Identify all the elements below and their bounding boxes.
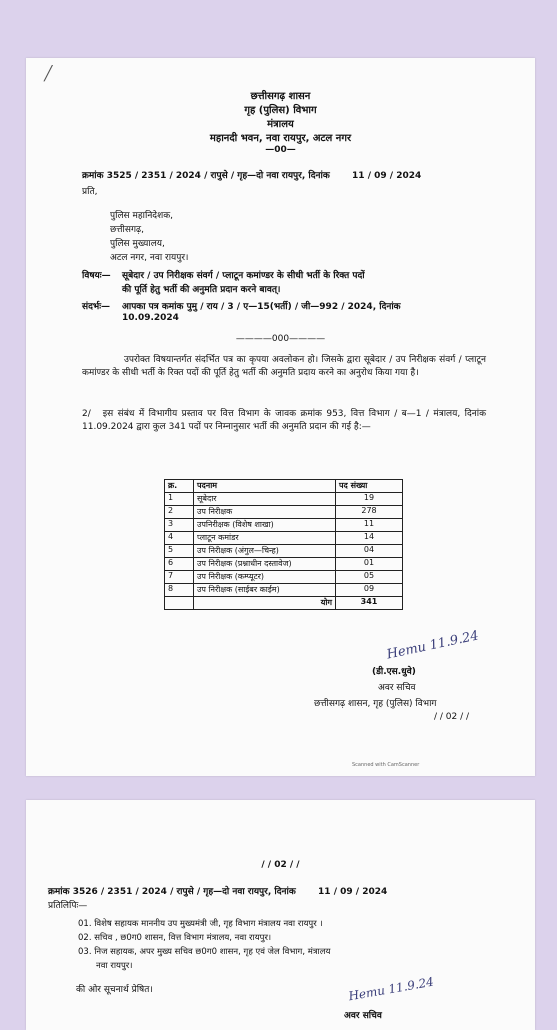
ref-line bbox=[48, 884, 387, 897]
scanner-watermark: Scanned with CamScanner bbox=[352, 762, 420, 768]
reference-line-1: आपका पत्र कमांक पुमु / राय / 3 / ए—15(भर्ती) / जी—992 / 2024, दिनांक bbox=[122, 302, 401, 312]
table-row bbox=[165, 584, 403, 597]
ref-label: क्रमांक bbox=[82, 171, 104, 181]
header-govt: छत्तीसगढ़ शासन bbox=[250, 91, 311, 102]
table-cell: 05 bbox=[336, 571, 403, 584]
table-cell: 3 bbox=[165, 519, 194, 532]
address-line: अटल नगर, नवा रायपुर। bbox=[110, 253, 189, 263]
paragraph-1 bbox=[82, 354, 486, 380]
letter-page-1 bbox=[26, 58, 535, 776]
table-cell: उप निरीक्षक (अंगुल—चिन्ह) bbox=[194, 545, 336, 558]
ref-date: 11 / 09 / 2024 bbox=[352, 171, 422, 181]
table-cell: सूबेदार bbox=[194, 493, 336, 506]
table-cell: 14 bbox=[336, 532, 403, 545]
header-separator: —00— bbox=[265, 145, 296, 155]
address-line: छत्तीसगढ़, bbox=[110, 225, 144, 235]
table-cell: 01 bbox=[336, 558, 403, 571]
table-row bbox=[165, 545, 403, 558]
ref-number: 3525 / 2351 / 2024 / रापुसे / गृह—दो नवा रायपुर, दिनांक bbox=[106, 171, 330, 181]
table-row bbox=[165, 493, 403, 506]
table-cell: 1 bbox=[165, 493, 194, 506]
table-header-cell: क्र. bbox=[165, 480, 194, 493]
table-row bbox=[165, 571, 403, 584]
prati: प्रति, bbox=[82, 187, 98, 197]
ref-date: 11 / 09 / 2024 bbox=[318, 887, 388, 897]
header-ministry: मंत्रालय bbox=[267, 119, 294, 130]
table-cell: 5 bbox=[165, 545, 194, 558]
table-cell: 2 bbox=[165, 506, 194, 519]
letter-page-2 bbox=[26, 800, 535, 1030]
ref-line bbox=[82, 168, 421, 181]
table-cell: 09 bbox=[336, 584, 403, 597]
table-cell: 04 bbox=[336, 545, 403, 558]
table-cell: 7 bbox=[165, 571, 194, 584]
table-row bbox=[165, 506, 403, 519]
reference-line-2: 10.09.2024 bbox=[122, 313, 179, 323]
paragraph-2-number: 2/ bbox=[82, 409, 91, 419]
table-cell: उप निरीक्षक (साईबर काईम) bbox=[194, 584, 336, 597]
table-header-cell: पदनाम bbox=[194, 480, 336, 493]
paragraph-1-text: उपरोक्त विषयान्तर्गत संदर्भित पत्र का कृपया अवलोकन हो। जिसके द्वारा सूबेदार / उप निरीक्षक संवर्ग / प्लाटून कमांण्डर के सीधी भर्ती के रिक्त पदों की पूर्ति हेतु भर्ती की अनुमति प्रदाय करने का अनुरोध किया गया है। bbox=[82, 355, 486, 378]
tick-mark-icon: ╱ bbox=[44, 66, 53, 82]
subject-label: विषयः— bbox=[82, 271, 111, 281]
table-total-label: योग bbox=[194, 597, 336, 610]
table-cell: 6 bbox=[165, 558, 194, 571]
address-line: पुलिस मुख्यालय, bbox=[110, 239, 165, 249]
table-cell bbox=[165, 597, 194, 610]
subject-line-2: की पूर्ति हेतु भर्ती की अनुमति प्रदान करने बावत्। bbox=[122, 285, 281, 295]
table-header-cell: पद संख्या bbox=[336, 480, 403, 493]
table-cell: प्लाटून कमांडर bbox=[194, 532, 336, 545]
signatory-title: अवर सचिव bbox=[378, 683, 416, 693]
copy-item: 01. विशेष सहायक माननीय उप मुख्यमंत्री जी, गृह विभाग मंत्रालय नवा रायपुर । bbox=[78, 919, 323, 929]
table-cell: 19 bbox=[336, 493, 403, 506]
signatory-name: (डी.एस.धुवे) bbox=[372, 667, 416, 677]
copy-item: 02. सचिव , छ0ग0 शासन, वित्त विभाग मंत्रालय, नवा रायपुर। bbox=[78, 933, 272, 943]
ref-label: क्रमांक bbox=[48, 887, 70, 897]
copy-item: 03. निज सहायक, अपर मुख्य सचिव छ0ग0 शासन, गृह एवं जेल विभाग, मंत्रालय bbox=[78, 947, 331, 957]
address-line: पुलिस महानिदेशक, bbox=[110, 211, 173, 221]
table-row bbox=[165, 532, 403, 545]
copy-label: प्रतिलिपिः— bbox=[48, 901, 88, 911]
table-header-row bbox=[165, 480, 403, 493]
copy-item-continued: नवा रायपुर। bbox=[96, 961, 133, 971]
signature-scribble: Hemu 11.9.24 bbox=[385, 628, 481, 663]
reference-label: संदर्भः— bbox=[82, 302, 111, 312]
table-cell: उपनिरीक्षक (विशेष शाखा) bbox=[194, 519, 336, 532]
table-cell: 278 bbox=[336, 506, 403, 519]
header-department: गृह (पुलिस) विभाग bbox=[244, 105, 317, 116]
ref-number: 3526 / 2351 / 2024 / रापुसे / गृह—दो नवा रायपुर, दिनांक bbox=[72, 887, 296, 897]
table-row bbox=[165, 519, 403, 532]
body-separator: ————000———— bbox=[235, 334, 326, 344]
table-total-value: 341 bbox=[336, 597, 403, 610]
paragraph-2 bbox=[82, 408, 486, 434]
header-address: महानदी भवन, नवा रायपुर, अटल नगर bbox=[209, 133, 352, 144]
table-cell: 11 bbox=[336, 519, 403, 532]
table-cell: उप निरीक्षक bbox=[194, 506, 336, 519]
paragraph-2-text: इस संबंध में विभागीय प्रस्ताव पर वित्त विभाग के जावक क्रमांक 953, वित्त विभाग / ब—1 / मंत्रालय, दिनांक 11.09.2024 द्वारा कुल 341 पदों पर निम्नानुसार भर्ती की अनुमति प्रदान की गई है:— bbox=[82, 409, 486, 432]
copy-footer: की ओर सूचनार्थ प्रेषित। bbox=[76, 985, 153, 995]
table-cell: उप निरीक्षक (कम्प्यूटर) bbox=[194, 571, 336, 584]
table-total-row bbox=[165, 597, 403, 610]
signatory-title: अवर सचिव bbox=[344, 1011, 382, 1021]
table-cell: उप निरीक्षक (प्रश्नाधीन दस्तावेज) bbox=[194, 558, 336, 571]
subject-line-1: सूबेदार / उप निरीक्षक संवर्ग / प्लाटून कमांण्डर के सीधी भर्ती के रिक्त पदों bbox=[122, 271, 365, 281]
signature-scribble: Hemu 11.9.24 bbox=[347, 974, 435, 1004]
table-row bbox=[165, 558, 403, 571]
posts-table bbox=[164, 479, 403, 610]
page-continuation: / / 02 / / bbox=[434, 712, 470, 722]
table-cell: 4 bbox=[165, 532, 194, 545]
page-number: / / 02 / / bbox=[261, 860, 300, 870]
signatory-department: छत्तीसगढ़ शासन, गृह (पुलिस) विभाग bbox=[314, 699, 437, 709]
table-cell: 8 bbox=[165, 584, 194, 597]
